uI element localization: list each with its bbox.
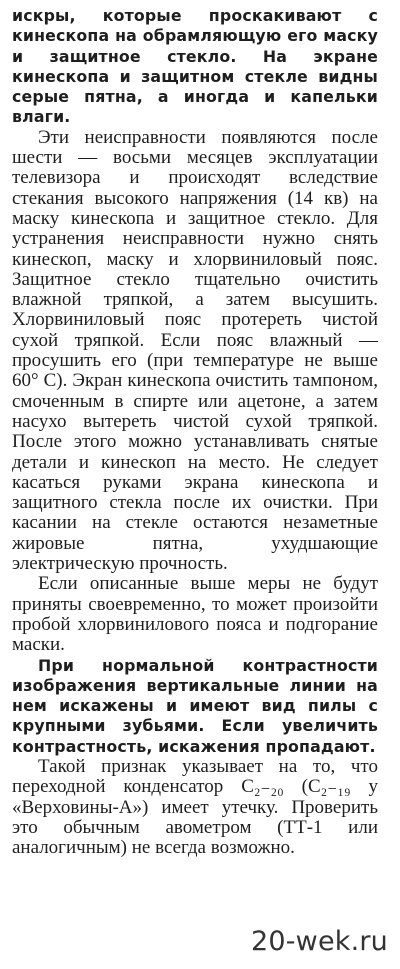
- document-page: [12, 6, 378, 858]
- paragraph-1: искры, которые проскакивают с кинескопа на обрамляющую его маску и защитное стекло. На экране кинескопа и защитном стекле видны серые пятна, а иногда и капельки влаги.: [12, 6, 378, 127]
- paragraph-2: Эти неисправности появляются после шести — восьми месяцев эксплуатации телевизора и происходят вследствие стекания высокого напряжения (14 кв) на маску кинескопа и защитное стекло. Для устранения неисправности нужно снять кинескоп, маску и хлорвиниловый пояс. Защитное стекло тщательно очистить влажной тряпкой, а затем высушить. Хлорвиниловый пояс протереть чистой сухой тряпкой. Если пояс влажный — просушить его (при температуре не выше 60° C). Экран кинескопа очистить тампоном, смоченным в спирте или ацетоне, а затем насухо вытереть чистой сухой тряпкой. После этого можно устанавливать снятые детали и кинескоп на место. Не следует касаться руками экрана кинескопа и защитного стекла после их очистки. При касании на стекле остаются незаметные жировые пятна, ухудшающие электрическую прочность.: [12, 126, 378, 575]
- paragraph-3: Если описанные выше меры не будут приняты своевременно, то может произойти пробой хлорвинилового пояса и подгорание маски.: [12, 573, 378, 656]
- watermark: 20-wek.ru: [250, 926, 388, 957]
- paragraph-5: Такой признак указывает на то, что переходной конденсатор C₂₋₂₀ (C₂₋₁₉ у «Верховины-А») имеет утечку. Проверить это обычным авометром (ТТ-1 или аналогичным) не всегда возможно.: [12, 755, 378, 859]
- paragraph-4: При нормальной контрастности изображения вертикальные линии на нем искажены и имеют вид пилы с крупными зубьями. Если увеличить контрастность, искажения пропадают.: [12, 655, 378, 756]
